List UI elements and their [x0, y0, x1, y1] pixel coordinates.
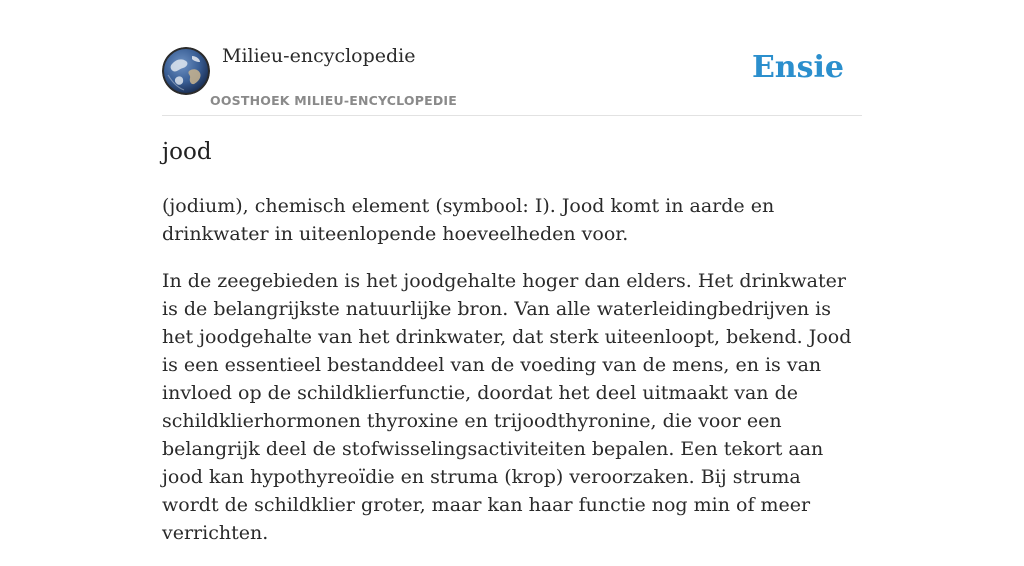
- page: [162, 0, 862, 544]
- earth-globe-icon[interactable]: [162, 47, 210, 95]
- site-title[interactable]: Milieu-encyclopedie: [222, 45, 416, 67]
- article-body: [162, 192, 862, 566]
- site-subtitle: OOSTHOEK MILIEU-ENCYCLOPEDIE: [210, 93, 457, 108]
- article-paragraph: (jodium), chemisch element (symbool: I). Jood komt in aarde en drinkwater in uiteenlopende hoeveelheden voor.: [162, 195, 775, 245]
- article-title: jood: [162, 139, 212, 165]
- article-paragraph: In de zeegebieden is het joodgehalte hoger dan elders. Het drinkwater is de belangrijkste natuurlijke bron. Van alle waterleidingbedrijven is het joodgehalte van het drinkwater, dat sterk uiteenloopt, bekend. Jood is een essentieel bestanddeel van de voeding van de mens, en is van invloed op de schildklierfunctie, doordat het deel uitmaakt van de schildklierhormonen thyroxine en trijoodthyronine, die voor een belangrijk deel de stofwisselingsactiviteiten bepalen. Een tekort aan jood kan hypothyreoïdie en struma (krop) veroorzaken. Bij struma wordt de schildklier groter, maar kan haar functie nog min of meer verrichten.: [162, 270, 852, 544]
- site-header: [162, 0, 862, 116]
- brand-logo[interactable]: Ensie: [751, 50, 844, 85]
